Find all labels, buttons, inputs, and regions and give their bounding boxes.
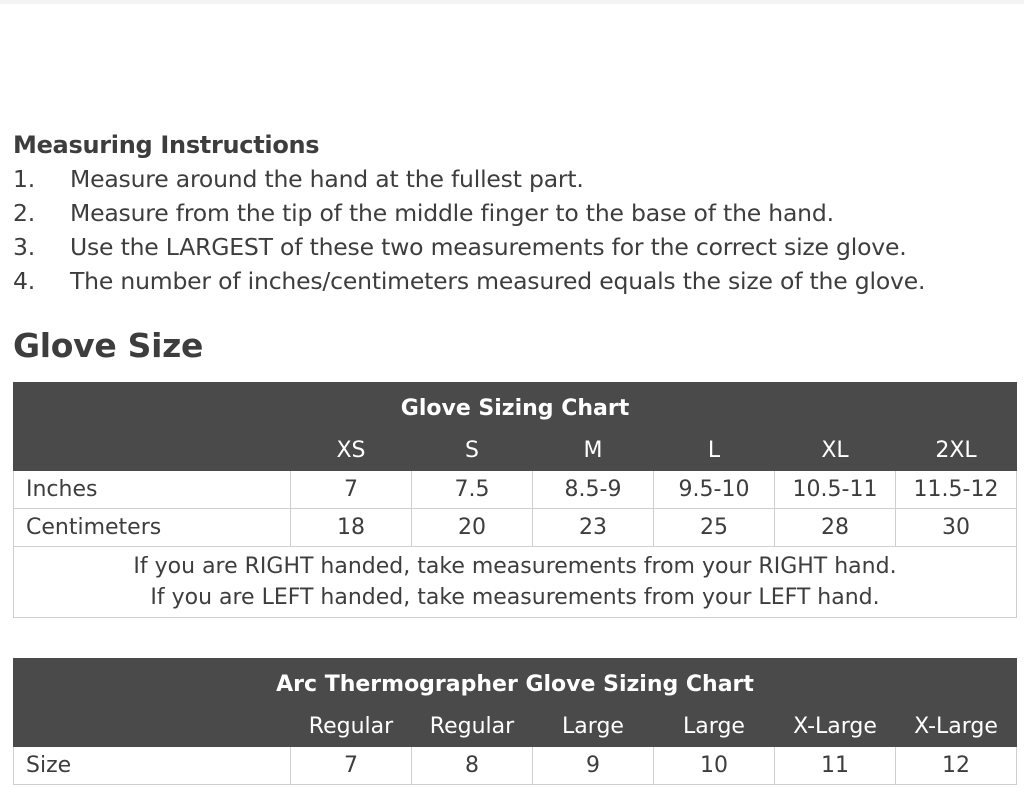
instructions-list [13,162,1018,298]
table-row [14,747,1017,785]
size-header-cell: Regular [412,707,533,747]
row-label: Size [14,747,291,785]
table-cell: 11.5-12 [896,471,1017,509]
table-cell: 11 [775,747,896,785]
step-text: Use the LARGEST of these two measurements for the correct size glove. [70,233,907,261]
size-header-row [14,431,1017,471]
step-number: 3. [13,233,36,261]
instruction-step [13,230,1018,264]
table-cell: 23 [533,509,654,547]
table-cell: 10.5-11 [775,471,896,509]
table-row [14,509,1017,547]
chart-title: Arc Thermographer Glove Sizing Chart [14,659,1017,707]
table-cell: 10 [654,747,775,785]
chart-title-row [14,659,1017,707]
table-cell: 7.5 [412,471,533,509]
table-cell: 28 [775,509,896,547]
top-divider [0,0,1024,4]
table-cell: 8 [412,747,533,785]
step-text: Measure from the tip of the middle finger to the base of the hand. [70,199,834,227]
size-header-cell: XL [775,431,896,471]
instruction-step [13,162,1018,196]
size-header-cell: S [412,431,533,471]
size-header-cell: 2XL [896,431,1017,471]
step-number: 4. [13,267,36,295]
instruction-step [13,196,1018,230]
note-line-right: If you are RIGHT handed, take measurements from your RIGHT hand. [133,554,897,579]
header-blank-cell [14,707,291,747]
measuring-instructions [13,128,1018,298]
step-text: Measure around the hand at the fullest part. [70,165,584,193]
handedness-note [14,547,1017,618]
glove-size-heading: Glove Size [13,326,204,365]
table-cell: 20 [412,509,533,547]
table-cell: 9 [533,747,654,785]
chart-title-row [14,383,1017,431]
header-blank-cell [14,431,291,471]
size-header-cell: X-Large [896,707,1017,747]
note-row [14,547,1017,618]
size-header-cell: L [654,431,775,471]
step-number: 2. [13,199,36,227]
table-row [14,471,1017,509]
size-header-cell: X-Large [775,707,896,747]
table-cell: 7 [291,471,412,509]
size-header-row [14,707,1017,747]
table-cell: 30 [896,509,1017,547]
size-header-cell: M [533,431,654,471]
note-line-left: If you are LEFT handed, take measurements from your LEFT hand. [150,585,880,610]
size-header-cell: XS [291,431,412,471]
table-cell: 18 [291,509,412,547]
row-label: Centimeters [14,509,291,547]
table-cell: 12 [896,747,1017,785]
size-header-cell: Large [533,707,654,747]
instructions-title: Measuring Instructions [13,131,320,159]
glove-sizing-chart [13,382,1017,618]
step-text: The number of inches/centimeters measured equals the size of the glove. [70,267,926,295]
arc-thermographer-sizing-chart [13,658,1017,785]
row-label: Inches [14,471,291,509]
table-cell: 8.5-9 [533,471,654,509]
size-header-cell: Regular [291,707,412,747]
step-number: 1. [13,165,36,193]
table-cell: 9.5-10 [654,471,775,509]
table-cell: 7 [291,747,412,785]
chart-title: Glove Sizing Chart [14,383,1017,431]
instruction-step [13,264,1018,298]
table-cell: 25 [654,509,775,547]
size-header-cell: Large [654,707,775,747]
